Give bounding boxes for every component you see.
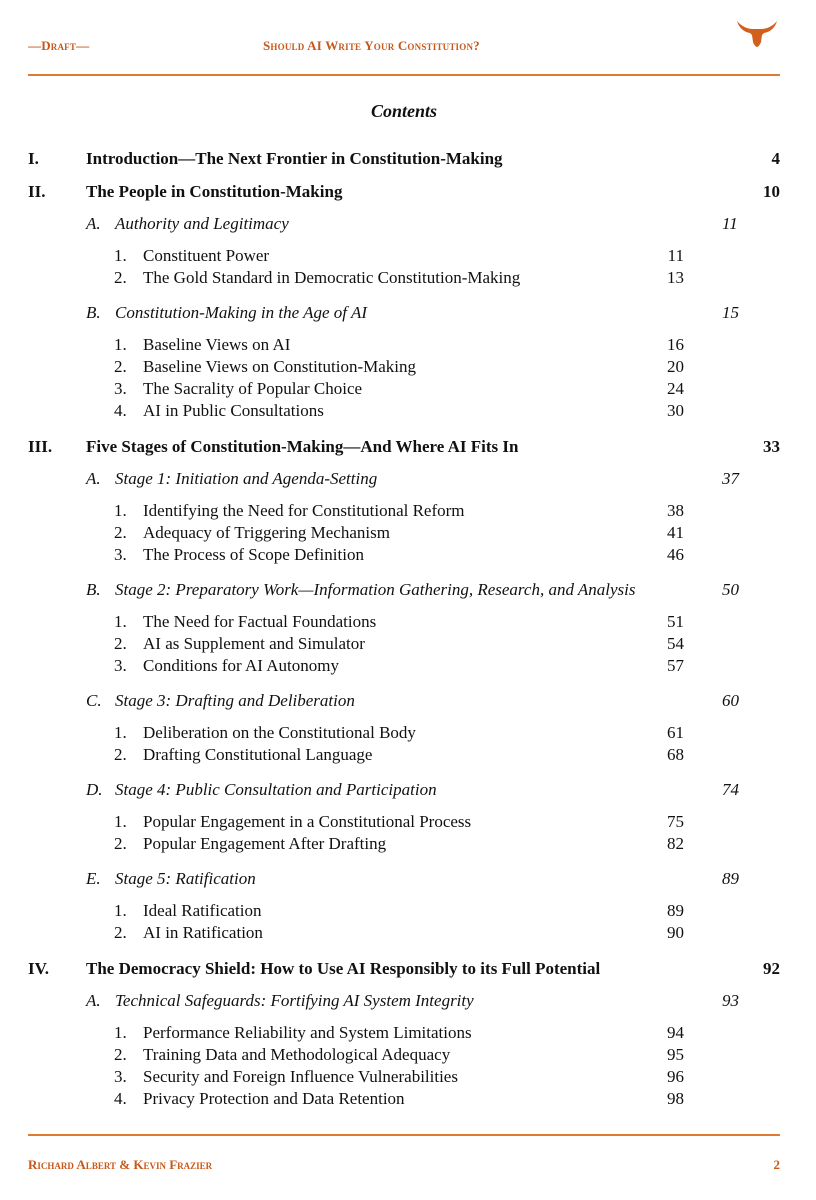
- toc-entry-page: 10: [763, 182, 780, 201]
- toc-entry-page: 57: [667, 656, 684, 675]
- toc-entry-title: Identifying the Need for Constitutional Reform: [143, 501, 465, 520]
- toc-sub-entry[interactable]: [28, 335, 780, 357]
- toc-entry-page: 16: [667, 335, 684, 354]
- toc-entry-page: 4: [771, 149, 780, 168]
- toc-entry-number: B.: [86, 580, 101, 599]
- toc-entry-title: Stage 3: Drafting and Deliberation: [115, 691, 355, 710]
- toc-entry-number: A.: [86, 469, 101, 488]
- toc-section-entry[interactable]: [28, 467, 780, 501]
- footer-page-number: 2: [773, 1157, 780, 1172]
- draft-label: —Draft—: [28, 38, 90, 53]
- toc-entry-number: 3.: [114, 545, 127, 564]
- toc-entry-page: 98: [667, 1089, 684, 1108]
- toc-entry-page: 24: [667, 379, 684, 398]
- toc-entry-title: Stage 4: Public Consultation and Participation: [115, 780, 437, 799]
- toc-entry-page: 74: [722, 780, 739, 799]
- toc-entry-title: Deliberation on the Constitutional Body: [143, 723, 416, 742]
- toc-sub-entry[interactable]: [28, 901, 780, 923]
- toc-entry-title: Constituent Power: [143, 246, 270, 265]
- toc-entry-title: Drafting Constitutional Language: [143, 745, 373, 764]
- toc-entry-title: Popular Engagement After Drafting: [143, 834, 387, 853]
- contents-heading: Contents: [370, 101, 438, 121]
- toc-entry-page: 82: [667, 834, 684, 853]
- toc-entry-page: 94: [667, 1023, 684, 1042]
- toc-entry-number: 2.: [114, 634, 127, 653]
- table-of-contents: [28, 146, 780, 1122]
- header-rule: [28, 74, 780, 76]
- toc-entry-number: A.: [86, 991, 101, 1010]
- toc-entry-number: 3.: [114, 379, 127, 398]
- toc-sub-entry[interactable]: [28, 1067, 780, 1089]
- toc-part-entry[interactable]: [28, 956, 780, 989]
- toc-entry-number: 1.: [114, 1023, 127, 1042]
- toc-entry-number: 2.: [114, 745, 127, 764]
- toc-entry-title: Constitution-Making in the Age of AI: [115, 303, 367, 322]
- toc-entry-page: 38: [667, 501, 684, 520]
- toc-entry-page: 68: [667, 745, 684, 764]
- toc-entry-number: 2.: [114, 1045, 127, 1064]
- toc-entry-title: The Gold Standard in Democratic Constitution-Making: [143, 268, 521, 287]
- toc-sub-entry[interactable]: [28, 401, 780, 434]
- toc-entry-number: 1.: [114, 723, 127, 742]
- toc-entry-page: 37: [722, 469, 739, 488]
- toc-entry-title: The People in Constitution-Making: [86, 182, 343, 201]
- toc-entry-page: 20: [667, 357, 684, 376]
- toc-entry-number: 2.: [114, 268, 127, 287]
- toc-entry-page: 30: [667, 401, 684, 420]
- toc-sub-entry[interactable]: [28, 745, 780, 778]
- toc-entry-page: 96: [667, 1067, 684, 1086]
- toc-entry-number: 1.: [114, 812, 127, 831]
- toc-sub-entry[interactable]: [28, 923, 780, 956]
- toc-section-entry[interactable]: [28, 989, 780, 1023]
- toc-entry-page: 89: [722, 869, 739, 888]
- toc-entry-number: D.: [86, 780, 103, 799]
- toc-entry-title: Training Data and Methodological Adequacy: [143, 1045, 451, 1064]
- toc-entry-title: Technical Safeguards: Fortifying AI System Integrity: [115, 991, 474, 1010]
- toc-entry-number: IV.: [28, 959, 49, 978]
- toc-sub-entry[interactable]: [28, 501, 780, 523]
- toc-entry-page: 11: [667, 246, 684, 265]
- toc-entry-number: 3.: [114, 656, 127, 675]
- toc-entry-title: AI in Public Consultations: [143, 401, 324, 420]
- toc-entry-title: The Democracy Shield: How to Use AI Responsibly to its Full Potential: [86, 959, 601, 978]
- toc-sub-entry[interactable]: [28, 812, 780, 834]
- toc-entry-title: Ideal Ratification: [143, 901, 262, 920]
- toc-entry-title: Popular Engagement in a Constitutional Process: [143, 812, 472, 831]
- toc-sub-entry[interactable]: [28, 357, 780, 379]
- longhorn-logo-icon: [736, 18, 778, 48]
- toc-sub-entry[interactable]: [28, 1045, 780, 1067]
- toc-entry-number: II.: [28, 182, 46, 201]
- toc-entry-page: 41: [667, 523, 684, 542]
- toc-sub-entry[interactable]: [28, 246, 780, 268]
- toc-entry-page: 11: [722, 214, 738, 233]
- toc-entry-page: 33: [763, 437, 780, 456]
- toc-entry-number: 1.: [114, 246, 127, 265]
- toc-entry-page: 95: [667, 1045, 684, 1064]
- toc-entry-title: Performance Reliability and System Limitations: [143, 1023, 472, 1042]
- toc-entry-number: 2.: [114, 923, 127, 942]
- toc-entry-number: 1.: [114, 335, 127, 354]
- footer-rule: [28, 1134, 780, 1136]
- toc-entry-page: 92: [763, 959, 780, 978]
- toc-sub-entry[interactable]: [28, 634, 780, 656]
- toc-sub-entry[interactable]: [28, 1089, 780, 1122]
- toc-entry-number: 2.: [114, 523, 127, 542]
- toc-part-entry[interactable]: [28, 434, 780, 467]
- toc-sub-entry[interactable]: [28, 723, 780, 745]
- toc-entry-number: C.: [86, 691, 102, 710]
- toc-entry-page: 15: [722, 303, 739, 322]
- toc-entry-page: 75: [667, 812, 684, 831]
- toc-entry-title: Stage 2: Preparatory Work—Information Gathering, Research, and Analysis: [115, 580, 636, 599]
- toc-entry-title: The Need for Factual Foundations: [143, 612, 377, 631]
- toc-section-entry[interactable]: [28, 578, 780, 612]
- toc-entry-page: 46: [667, 545, 684, 564]
- toc-sub-entry[interactable]: [28, 545, 780, 578]
- toc-entry-number: 2.: [114, 357, 127, 376]
- toc-entry-page: 89: [667, 901, 684, 920]
- toc-entry-title: Baseline Views on AI: [143, 335, 291, 354]
- toc-entry-number: 3.: [114, 1067, 127, 1086]
- toc-section-entry[interactable]: [28, 301, 780, 335]
- footer-authors: Richard Albert & Kevin Frazier: [28, 1157, 213, 1172]
- toc-entry-page: 54: [667, 634, 684, 653]
- toc-entry-title: The Sacrality of Popular Choice: [143, 379, 363, 398]
- toc-entry-number: B.: [86, 303, 101, 322]
- toc-entry-title: Privacy Protection and Data Retention: [143, 1089, 405, 1108]
- toc-entry-title: Conditions for AI Autonomy: [143, 656, 339, 675]
- toc-entry-number: A.: [86, 214, 101, 233]
- toc-entry-title: Introduction—The Next Frontier in Constitution-Making: [86, 149, 503, 168]
- toc-sub-entry[interactable]: [28, 612, 780, 634]
- toc-entry-number: 4.: [114, 1089, 127, 1108]
- toc-section-entry[interactable]: [28, 212, 780, 246]
- toc-entry-title: Authority and Legitimacy: [115, 214, 289, 233]
- toc-entry-page: 13: [667, 268, 684, 287]
- toc-entry-page: 51: [667, 612, 684, 631]
- toc-entry-title: Stage 1: Initiation and Agenda-Setting: [115, 469, 378, 488]
- toc-section-entry[interactable]: [28, 778, 780, 812]
- toc-part-entry[interactable]: [28, 146, 780, 179]
- toc-entry-number: III.: [28, 437, 53, 456]
- toc-sub-entry[interactable]: [28, 656, 780, 689]
- toc-entry-title: Baseline Views on Constitution-Making: [143, 357, 417, 376]
- toc-entry-page: 61: [667, 723, 684, 742]
- toc-sub-entry[interactable]: [28, 379, 780, 401]
- toc-sub-entry[interactable]: [28, 1023, 780, 1045]
- toc-part-entry[interactable]: [28, 179, 780, 212]
- toc-entry-title: Adequacy of Triggering Mechanism: [143, 523, 390, 542]
- toc-entry-number: 4.: [114, 401, 127, 420]
- toc-entry-page: 90: [667, 923, 684, 942]
- toc-entry-page: 50: [722, 580, 739, 599]
- toc-sub-entry[interactable]: [28, 268, 780, 301]
- toc-section-entry[interactable]: [28, 867, 780, 901]
- toc-sub-entry[interactable]: [28, 523, 780, 545]
- toc-entry-page: 60: [722, 691, 739, 710]
- toc-entry-title: Stage 5: Ratification: [115, 869, 256, 888]
- toc-entry-title: AI as Supplement and Simulator: [143, 634, 365, 653]
- toc-entry-title: The Process of Scope Definition: [143, 545, 364, 564]
- toc-entry-number: E.: [86, 869, 101, 888]
- toc-sub-entry[interactable]: [28, 834, 780, 867]
- toc-entry-title: AI in Ratification: [143, 923, 263, 942]
- toc-entry-number: 2.: [114, 834, 127, 853]
- toc-entry-number: 1.: [114, 501, 127, 520]
- toc-entry-number: 1.: [114, 901, 127, 920]
- toc-entry-number: I.: [28, 149, 39, 168]
- running-title: Should AI Write Your Constitution?: [263, 38, 480, 53]
- toc-section-entry[interactable]: [28, 689, 780, 723]
- toc-entry-title: Security and Foreign Influence Vulnerabilities: [143, 1067, 458, 1086]
- toc-entry-number: 1.: [114, 612, 127, 631]
- toc-entry-page: 93: [722, 991, 739, 1010]
- toc-entry-title: Five Stages of Constitution-Making—And Where AI Fits In: [86, 437, 519, 456]
